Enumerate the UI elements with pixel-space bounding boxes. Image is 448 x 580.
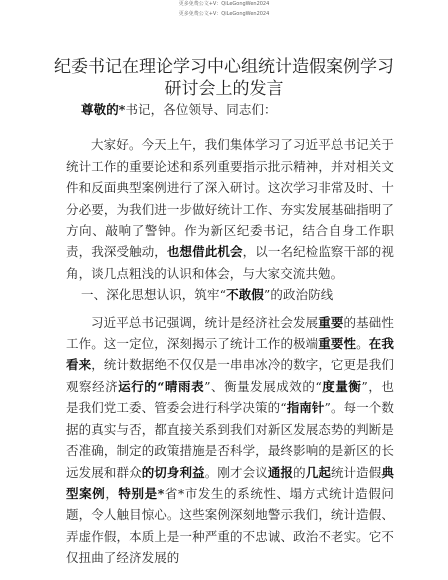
para2-b8: 通报 [267, 464, 294, 480]
para2-b2: 重要性 [318, 336, 357, 352]
para1-text-a: 大家好。今天上午，我们集体学习了习近平总书记关于统计工作的重要论述和系列重要指示批示精神，并对相关文件和反面典型案例进行了深入研讨。这次学习非常及时、十分必要，为我们进一步做好统计工作、夯实发展基础指明了方向、敲响了警钟。作为新区纪委书记，结合自身工作职责，我深受触动， [66, 137, 394, 260]
para2-t3: 。 [356, 336, 369, 352]
para2-t10: 统计造假 [330, 464, 382, 480]
section-heading-1 [81, 284, 394, 305]
para2-b1: 重要 [318, 314, 344, 330]
paragraph-2 [66, 312, 394, 569]
paragraph-1 [66, 134, 394, 284]
greeting-text: 书记，各位领导、同志们： [125, 102, 277, 117]
para2-t8: 。刚才会议 [204, 464, 268, 480]
greeting-bold: 尊敬的* [81, 102, 126, 117]
para2-b10: 典型案例 [66, 464, 394, 501]
para2-b7: 的切身利益 [141, 464, 205, 480]
para2-t2: 的基础性工作。这一定位，深刻揭示了统计工作的极端 [66, 314, 395, 352]
para2-t12: 省*市发生的系统性、塌方式统计造假问题，令人触目惊心。这些案例深刻地警示我们，统计造假、弄虚作假，本质上是一种严重的不忠诚、政治不老实。它不仅扭曲了经济发展的 [66, 485, 394, 566]
para2-b5: 度量衡 [321, 378, 362, 394]
para2-t5: ”、衡量发展成效的“ [204, 378, 322, 394]
para2-t6: ”，也是我们党工委、管委会进行科学决策的“ [66, 378, 394, 416]
watermark-top: 更多免费公文+V：QiLeGongWen2024 [178, 1, 270, 7]
document-body [66, 99, 394, 569]
greeting [81, 99, 394, 120]
title-line-2: 研讨会上的发言 [164, 79, 284, 99]
para2-t9: 的 [293, 464, 306, 480]
para2-b6: 指南针 [286, 400, 325, 416]
para2-t4: ，统计数据绝不仅仅是一串串冰冷的数字，它更是我们观察经济 [66, 357, 394, 394]
section1-prefix: 一、深化思想认识，筑牢“ [81, 287, 227, 303]
para2-b11: 特别是* [118, 485, 165, 501]
para2-b3: 在我看来 [66, 336, 394, 373]
section1-bold: 不敢假 [226, 287, 264, 303]
para2-t7: ”。每一个数据的真实与否，都直接关系到我们对新区发展态势的判断是否准确，制定的政策措施是否科学，最终影响的是新区的长远发展和群众 [66, 400, 395, 480]
title-line-1: 纪委书记在理论学习中心组统计造假案例学习 [54, 57, 394, 77]
para2-b9: 几起 [305, 464, 331, 480]
document-title [40, 56, 408, 100]
para2-t11: ， [105, 485, 119, 501]
para1-text-b: ，以一名纪检监察干部的视角，谈几点粗浅的认识和体会，与大家交流共勉。 [66, 244, 394, 281]
para2-t1: 习近平总书记强调，统计是经济社会发展 [91, 314, 319, 330]
watermark-second: 更多免费公文+V：QiLeGongWen2024 [178, 11, 270, 17]
para2-b4: 运行的“晴雨表 [118, 378, 205, 394]
para1-bold: 也想借此机会 [166, 244, 243, 260]
section1-suffix: ”的政治防线 [263, 287, 334, 303]
